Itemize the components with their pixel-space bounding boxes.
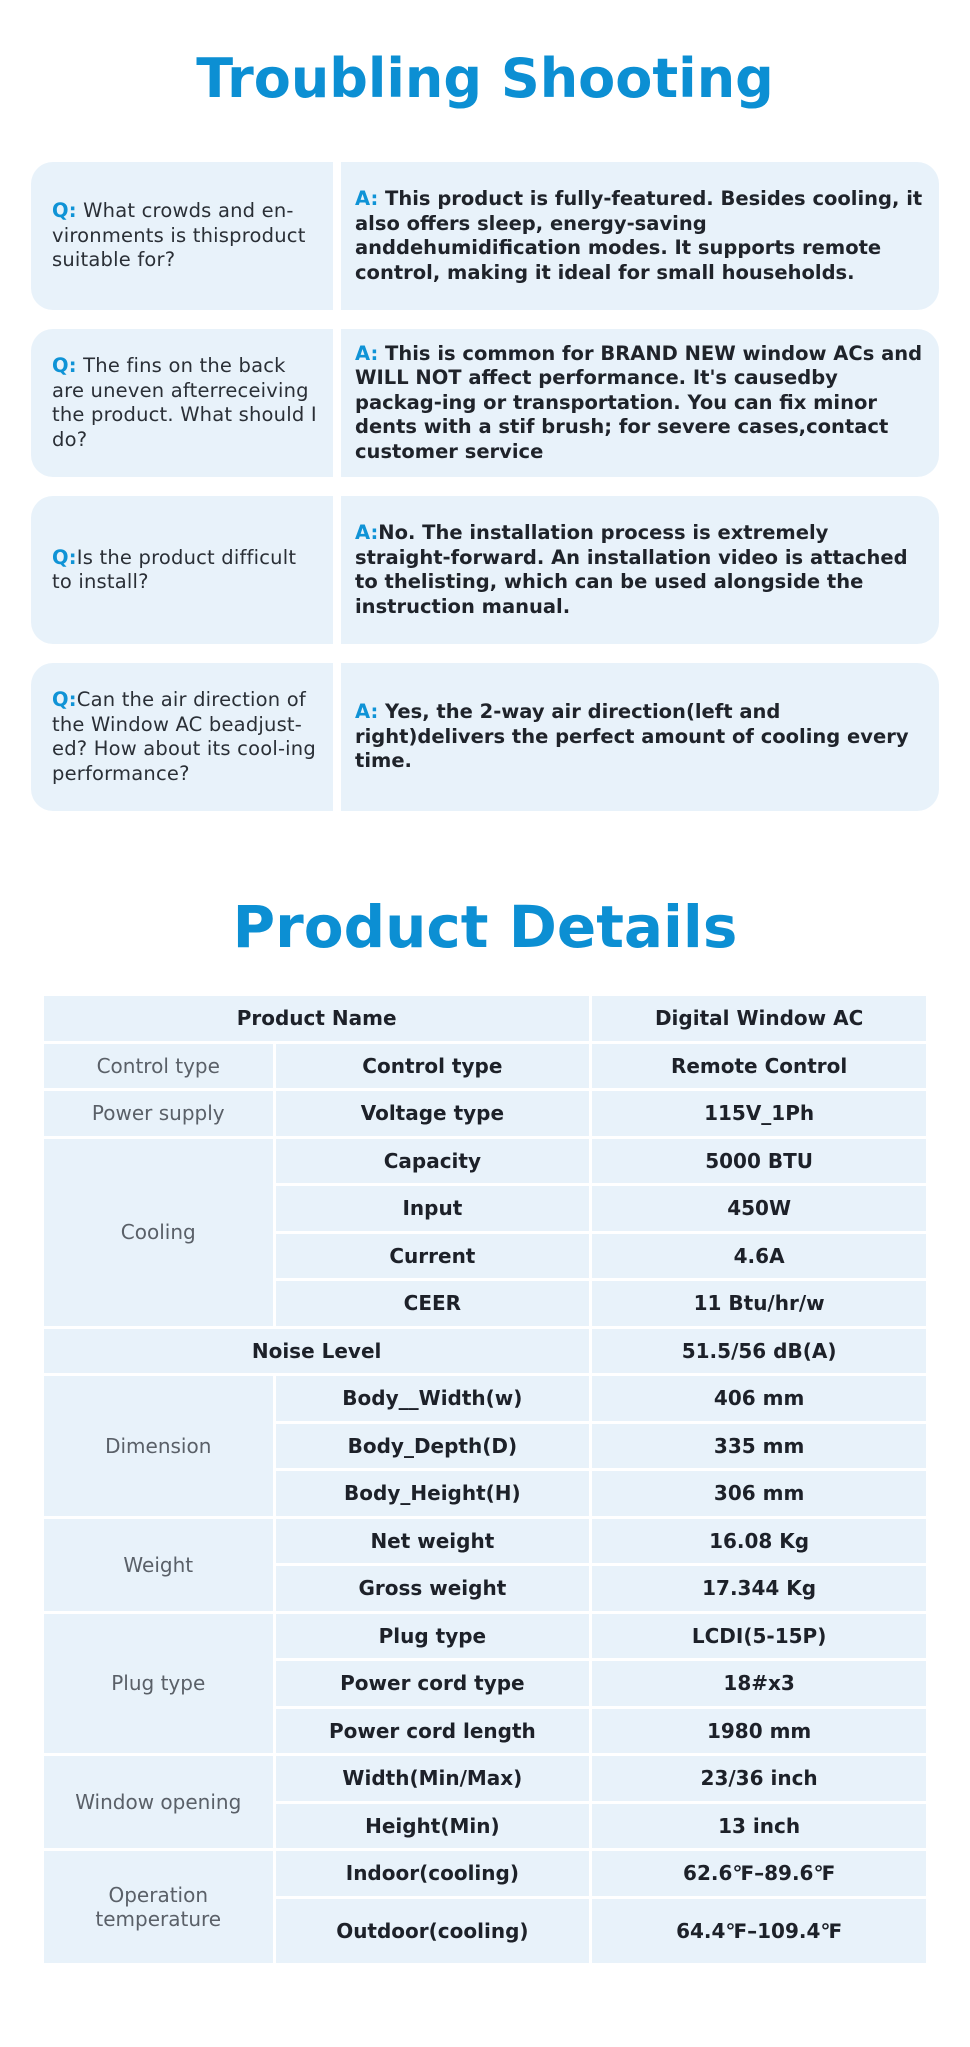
table-row — [44, 1519, 926, 1564]
table-row — [44, 1091, 926, 1136]
faq-answer — [341, 496, 939, 644]
answer-text: This product is fully-featured. Besides cooling, it also offers sleep, energy-saving anddehumidification modes. It supports remote control, making it ideal for small households. — [355, 187, 923, 284]
spec-label: Height(Min) — [276, 1804, 590, 1849]
faq-answer — [341, 663, 939, 811]
spec-label: Voltage type — [276, 1091, 590, 1136]
answer-text: Yes, the 2-way air direction(left and right)delivers the perfect amount of cooling every time. — [355, 700, 909, 773]
spec-label: Net weight — [276, 1519, 590, 1564]
table-row — [44, 1851, 926, 1896]
spec-label: Input — [276, 1186, 590, 1231]
table-row — [44, 1756, 926, 1801]
table-row — [44, 1139, 926, 1184]
spec-label: Gross weight — [276, 1566, 590, 1611]
spec-value: 16.08 Kg — [592, 1519, 926, 1564]
spec-value: 18#x3 — [592, 1661, 926, 1706]
spec-value: 17.344 Kg — [592, 1566, 926, 1611]
question-prefix: Q: — [52, 354, 77, 377]
spec-value: 62.6℉–89.6℉ — [592, 1851, 926, 1896]
spec-label: Outdoor(cooling) — [276, 1899, 590, 1963]
spec-group: Dimension — [44, 1376, 273, 1516]
faq-item — [31, 162, 939, 310]
spec-label: Plug type — [276, 1614, 590, 1659]
table-row — [44, 1376, 926, 1421]
spec-group: Control type — [44, 1044, 273, 1089]
spec-value: 13 inch — [592, 1804, 926, 1849]
spec-group: Cooling — [44, 1139, 273, 1326]
faq-item — [31, 663, 939, 811]
spec-table — [41, 993, 929, 1966]
faq-title: Troubling Shooting — [196, 47, 774, 110]
table-row — [44, 1044, 926, 1089]
faq-item — [31, 329, 939, 477]
faq-question — [31, 663, 333, 811]
spec-label: Capacity — [276, 1139, 590, 1184]
spec-value: 1980 mm — [592, 1709, 926, 1754]
spec-label: Product Name — [44, 996, 589, 1041]
spec-value: 4.6A — [592, 1234, 926, 1279]
answer-prefix: A: — [355, 187, 379, 210]
spec-label: Width(Min/Max) — [276, 1756, 590, 1801]
spec-label: CEER — [276, 1281, 590, 1326]
answer-prefix: A: — [355, 521, 379, 544]
question-prefix: Q: — [52, 688, 77, 711]
spec-label: Power cord length — [276, 1709, 590, 1754]
spec-label: Current — [276, 1234, 590, 1279]
faq-answer — [341, 329, 939, 477]
question-text: Is the product difficult to install? — [52, 545, 297, 593]
table-row — [44, 996, 926, 1041]
spec-label: Power cord type — [276, 1661, 590, 1706]
spec-group: Window opening — [44, 1756, 273, 1848]
spec-group: Operation temperature — [44, 1851, 273, 1963]
spec-value: 406 mm — [592, 1376, 926, 1421]
answer-prefix: A: — [355, 700, 379, 724]
spec-value: 11 Btu/hr/w — [592, 1281, 926, 1326]
question-text: What crowds and en-vironments is thisproduct suitable for? — [52, 199, 306, 272]
faq-list — [0, 162, 970, 811]
spec-label: Body_Depth(D) — [276, 1424, 590, 1469]
faq-answer — [341, 162, 939, 310]
spec-label: Body_Height(H) — [276, 1471, 590, 1516]
spec-value: 450W — [592, 1186, 926, 1231]
spec-value: 51.5/56 dB(A) — [592, 1329, 926, 1374]
spec-label: Control type — [276, 1044, 590, 1089]
spec-group: Weight — [44, 1519, 273, 1611]
table-row — [44, 1329, 926, 1374]
spec-value: 64.4℉–109.4℉ — [592, 1899, 926, 1963]
question-text: Can the air direction of the Window AC beadjust-ed? How about its cool-ing performance? — [52, 688, 316, 785]
answer-prefix: A: — [355, 341, 379, 365]
spec-value: Remote Control — [592, 1044, 926, 1089]
answer-text: No. The installation process is extremely straight-forward. An installation video is attached to thelisting, which can be used alongside the instruction manual. — [355, 521, 908, 618]
faq-question — [31, 496, 333, 644]
table-row — [44, 1614, 926, 1659]
question-prefix: Q: — [52, 199, 77, 223]
answer-text: This is common for BRAND NEW window ACs and WILL NOT affect performance. It's causedby packag-ing or transportation. You can fix minor dents with a stif brush; for severe cases,contact customer service — [355, 341, 923, 463]
spec-group: Power supply — [44, 1091, 273, 1136]
spec-value: LCDI(5-15P) — [592, 1614, 926, 1659]
faq-item — [31, 496, 939, 644]
question-text: The fins on the back are uneven afterreceiving the product. What should I do? — [52, 354, 317, 451]
faq-question — [31, 162, 333, 310]
spec-value: 115V_1Ph — [592, 1091, 926, 1136]
spec-value: 5000 BTU — [592, 1139, 926, 1184]
question-prefix: Q: — [52, 545, 77, 569]
spec-value: 23/36 inch — [592, 1756, 926, 1801]
spec-group: Plug type — [44, 1614, 273, 1754]
faq-question — [31, 329, 333, 477]
spec-label: Indoor(cooling) — [276, 1851, 590, 1896]
spec-value: 335 mm — [592, 1424, 926, 1469]
product-details-title: Product Details — [232, 893, 738, 961]
spec-label: Noise Level — [44, 1329, 589, 1374]
spec-value: Digital Window AC — [592, 996, 926, 1041]
spec-value: 306 mm — [592, 1471, 926, 1516]
spec-label: Body__Width(w) — [276, 1376, 590, 1421]
